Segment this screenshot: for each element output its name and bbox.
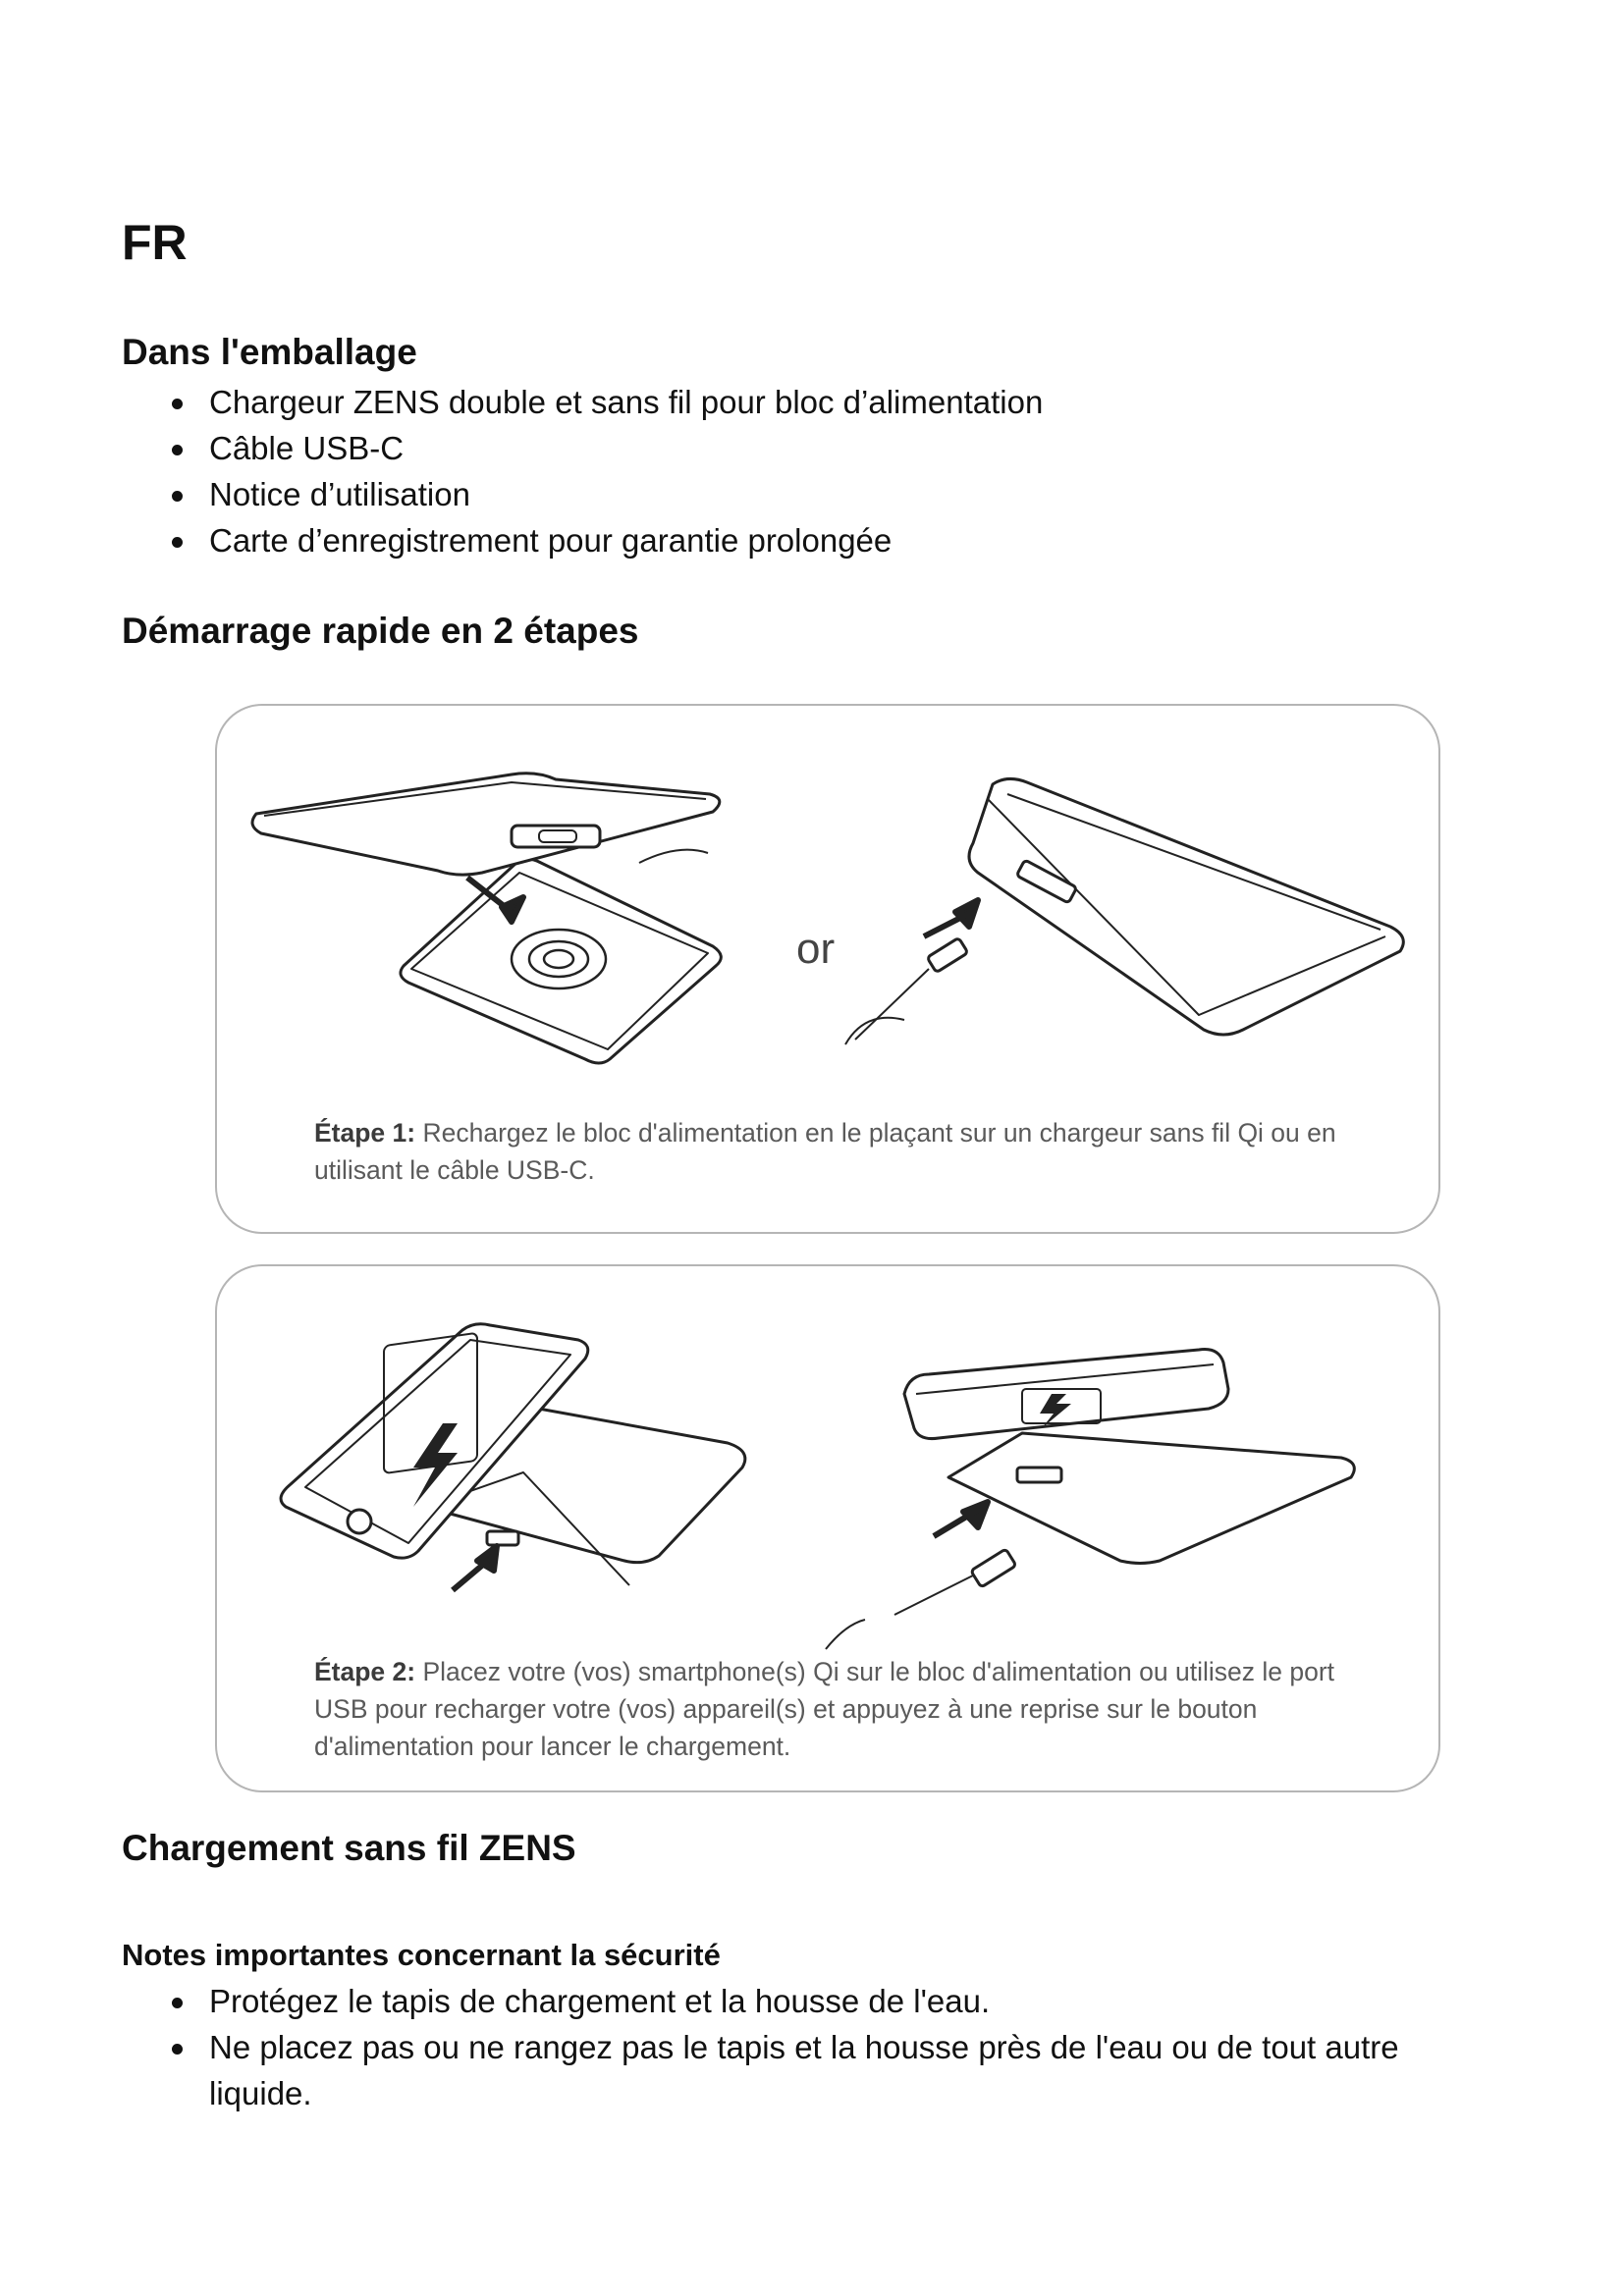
or-label: or [796,925,836,973]
step1-panel [215,704,1440,1234]
step1-label: Étape 1: [314,1118,416,1148]
package-list [0,379,1436,563]
power-bank-usb-icon [845,778,1403,1044]
package-item: Chargeur ZENS double et sans fil pour bloc d’alimentation [0,379,1436,425]
safety-list [0,1978,1436,2116]
safety-item: Ne placez pas ou ne rangez pas le tapis et la housse près de l'eau ou de tout autre liquide. [0,2024,1436,2116]
package-item: Notice d’utilisation [0,471,1436,517]
arrow-icon [453,1546,497,1590]
wireless-heading: Chargement sans fil ZENS [122,1828,576,1868]
wireless-charger-pad-icon [401,850,721,1063]
package-item: Câble USB-C [0,425,1436,471]
safety-item: Protégez le tapis de chargement et la housse de l'eau. [0,1978,1436,2024]
step2-label: Étape 2: [314,1657,416,1686]
arrow-icon [924,900,978,936]
power-bank-icon [252,774,720,875]
step1-text: Rechargez le bloc d'alimentation en le plaçant sur un chargeur sans fil Qi ou en utilisant le câble USB-C. [314,1118,1336,1185]
safety-heading: Notes importantes concernant la sécurité [122,1938,721,1972]
smartphone-usb-icon [826,1350,1354,1649]
step1-caption [314,1114,1375,1189]
package-item: Carte d’enregistrement pour garantie prolongée [0,517,1436,563]
step2-caption [314,1653,1375,1765]
arrow-icon [934,1502,988,1536]
step2-text: Placez votre (vos) smartphone(s) Qi sur le bloc d'alimentation ou utilisez le port USB pour recharger votre (vos) appareil(s) et appuyez à une reprise sur le bouton d'alimentation pour lancer le chargement. [314,1657,1335,1761]
quickstart-heading: Démarrage rapide en 2 étapes [122,611,639,651]
package-heading: Dans l'emballage [122,332,417,372]
language-code: FR [122,215,188,270]
smartphone-on-power-bank-icon [281,1324,745,1590]
step2-panel [215,1264,1440,1792]
